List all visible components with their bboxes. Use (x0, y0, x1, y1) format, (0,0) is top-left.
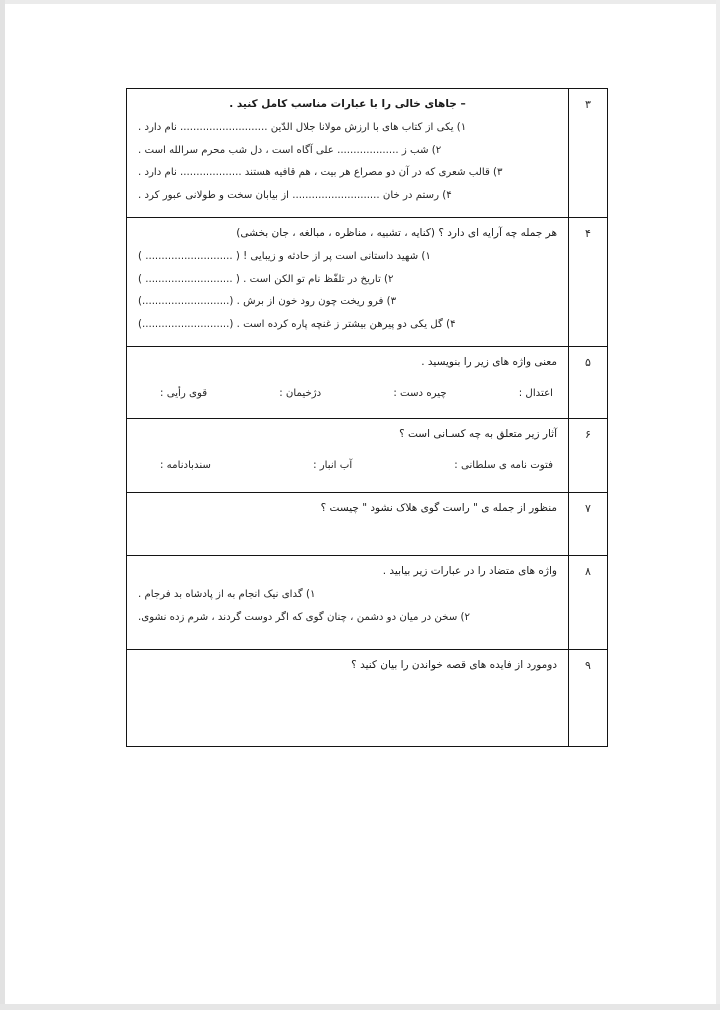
question-number-8: ۸ (569, 556, 608, 649)
question-prompt-7: منظور از جمله ی " راست گوی هلاک نشود " چیست ؟ (320, 501, 557, 514)
question-number-6: ۶ (569, 418, 608, 492)
question-prompt-5: معنی واژه های زیر را بنویسید . (421, 356, 557, 368)
table-row (127, 418, 608, 492)
question-5-term-2: چیره دست : (393, 387, 447, 399)
answer-space-6 (138, 471, 557, 483)
answer-space-5 (138, 399, 557, 409)
question-number-7: ۷ (569, 492, 608, 556)
table-row (127, 89, 608, 218)
question-5-term-4: قوی رأیی : (160, 387, 208, 399)
question-4-item-3: ۳) فرو ریخت چون رود خون از برش . (...........................) (138, 296, 397, 308)
table-row (127, 556, 608, 649)
answer-space-9 (138, 675, 557, 737)
question-3-item-3: ۳) قالب شعری که در آن دو مصراع هر بیت ، هم قافیه هستند ................... نام دارد . (138, 167, 503, 179)
question-body-8 (127, 556, 569, 649)
question-body-9 (127, 649, 569, 747)
page-edge-top (0, 0, 720, 4)
question-5-terms (138, 388, 557, 399)
answer-space-7 (138, 518, 557, 546)
question-5-term-3: دژخیمان : (279, 387, 322, 399)
table-row (127, 492, 608, 556)
question-number-4: ۴ (569, 218, 608, 347)
question-5-term-1: اعتدال : (518, 387, 553, 399)
question-prompt-4: هر جمله چه آرایه ای دارد ؟ (کنایه ، تشبیه ، مناظره ، مبالغه ، جان بخشی) (236, 227, 557, 239)
question-body-4 (127, 218, 569, 347)
question-number-3: ۳ (569, 89, 608, 218)
page-edge-left (0, 0, 5, 1010)
question-3-item-4: ۴) رستم در خان ........................... از بیابان سخت و طولانی عبور کرد . (138, 190, 452, 202)
exam-table-body (127, 89, 608, 747)
question-8-item-1: ۱) گدای نیک انجام به از پادشاه بد فرجام . (138, 589, 316, 600)
question-number-9: ۹ (569, 649, 608, 747)
question-3-item-1: ۱) یکی از کتاب های با ارزش مولانا جلال الدّین ........................... نام دارد . (138, 121, 467, 133)
page-edge-right (716, 0, 720, 1010)
question-body-3 (127, 89, 569, 218)
question-8-item-2: ۲) سخن در میان دو دشمن ، چنان گوی که اگر دوست گردند ، شرم زده نشوی. (138, 611, 470, 623)
question-number-5: ۵ (569, 347, 608, 419)
question-body-6 (127, 418, 569, 492)
question-prompt-9: دومورد از فایده های قصه خواندن را بیان کنید ؟ (351, 658, 557, 671)
question-prompt-8: واژه های متضاد را در عبارات زیر بیابید . (382, 565, 557, 578)
page-edge-bottom (0, 1004, 720, 1010)
question-4-item-1: ۱) شهید داستانی است پر از حادثه و زیبایی ! ( ........................... ) (138, 250, 431, 262)
answer-space-4 (138, 333, 557, 337)
question-4-item-2: ۲) تاریخ در تلفّظ نام تو الکن است . ( ........................... ) (138, 273, 394, 285)
answer-space-8 (138, 626, 557, 640)
table-row (127, 347, 608, 419)
question-body-7 (127, 492, 569, 556)
table-row (127, 218, 608, 347)
answer-space-3 (138, 204, 557, 208)
question-6-term-2: آب انبار : (313, 459, 353, 471)
question-6-terms (138, 460, 557, 471)
question-6-term-3: سندبادنامه : (160, 459, 211, 471)
question-4-item-4: ۴) گل یکی دو پیرهن بیشتر ز غنچه پاره کرده است . (...........................) (138, 319, 456, 331)
question-prompt-6: آثار زیر متعلق به چه کسـانی است ؟ (399, 427, 557, 440)
question-body-5 (127, 347, 569, 419)
exam-questions-table (126, 88, 608, 747)
question-6-term-1: فتوت نامه ی سلطانی : (454, 459, 553, 471)
question-3-item-2: ۲) شب ز ................... علی آگاه است ، دل شب محرم سرالله است . (138, 144, 442, 156)
table-row (127, 649, 608, 747)
question-prompt-3: – جاهای خالی را با عبارات مناسب کامل کنید . (229, 98, 466, 110)
